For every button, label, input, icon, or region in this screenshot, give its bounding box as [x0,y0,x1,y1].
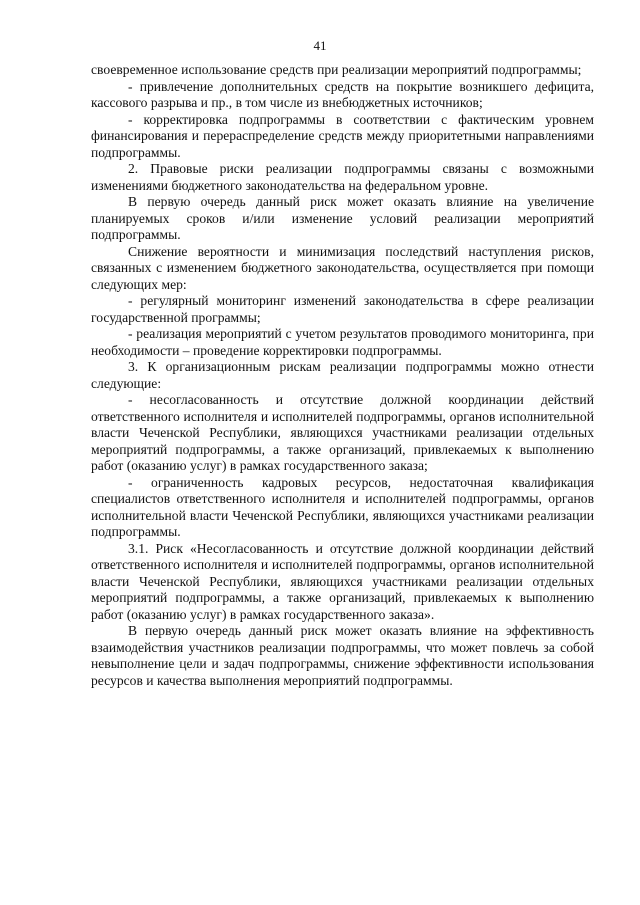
document-body [91,62,594,689]
paragraph: Снижение вероятности и минимизация последствий наступления рисков, связанных с изменением бюджетного законодательства, осуществляется при помощи следующих мер: [91,243,594,292]
paragraph-continuation: своевременное использование средств при реализации мероприятий подпрограммы; [91,62,582,77]
paragraph-risk-3-1: 3.1. Риск «Несогласованность и отсутствие должной координации действий ответственного исполнителя и исполнителей подпрограммы, органов исполнительной власти Чеченской Республики, являющихся участниками реализации отдельных мероприятий подпрограммы, а также организаций, привлекаемых к выполнению работ (оказанию услуг) в рамках государственного заказа». [91,540,594,622]
paragraph-organizational-risks: 3. К организационным рискам реализации подпрограммы можно отнести следующие: [91,359,594,391]
paragraph-list-item: - корректировка подпрограммы в соответствии с фактическим уровнем финансирования и перераспределение средств между приоритетными направлениями подпрограммы. [91,111,594,160]
paragraph-list-item: - реализация мероприятий с учетом результатов проводимого мониторинга, при необходимости – проведение корректировки подпрограммы. [91,326,594,358]
paragraph-list-item: - несогласованность и отсутствие должной координации действий ответственного исполнителя и исполнителей подпрограммы, органов исполнительной власти Чеченской Республики, являющихся участниками реализации отдельных мероприятий подпрограммы, а также организаций, привлекаемых к выполнению работ (оказанию услуг) в рамках государственного заказа; [91,392,594,473]
paragraph: В первую очередь данный риск может оказать влияние на увеличение планируемых сроков и/или изменение условий реализации мероприятий подпрограммы. [91,194,594,242]
paragraph: В первую очередь данный риск может оказать влияние на эффективность взаимодействия участников реализации подпрограммы, что может повлечь за собой невыполнение цели и задач подпрограммы, снижение эффективности использования ресурсов и качества выполнения мероприятий подпрограммы. [91,623,594,688]
paragraph-list-item: - регулярный мониторинг изменений законодательства в сфере реализации государственной программы; [91,293,594,325]
paragraph-list-item: - ограниченность кадровых ресурсов, недостаточная квалификация специалистов ответственного исполнителя и исполнителей подпрограммы, органов исполнительной власти Чеченской Республики, являющихся участниками реализации подпрограммы. [91,474,594,539]
page-number: 41 [313,38,327,53]
paragraph-legal-risks: 2. Правовые риски реализации подпрограммы связаны с возможными изменениями бюджетного законодательства на федеральном уровне. [91,161,594,193]
paragraph-list-item: - привлечение дополнительных средств на покрытие возникшего дефицита, кассового разрыва и пр., в том числе из внебюджетных источников; [91,78,594,110]
